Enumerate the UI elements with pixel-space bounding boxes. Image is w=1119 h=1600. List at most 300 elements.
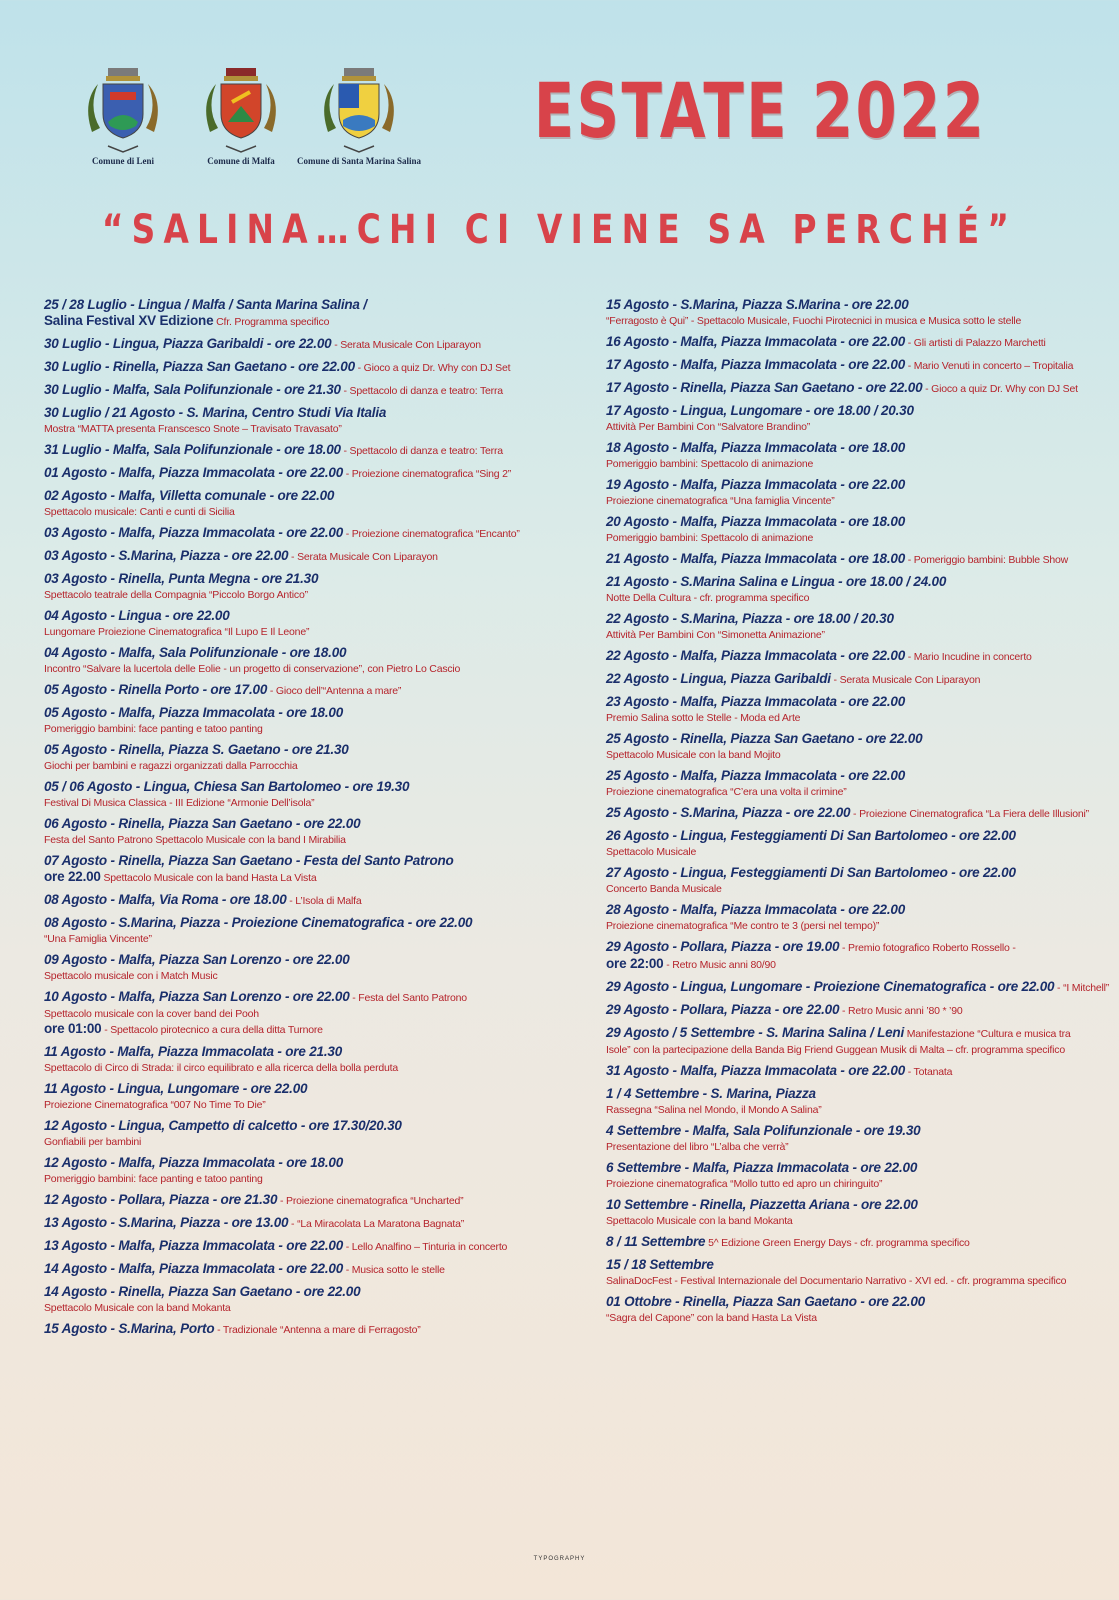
- event-line: [606, 881, 1119, 896]
- event-line: [44, 661, 569, 676]
- event-line: [44, 525, 569, 542]
- event-line: [606, 1102, 1119, 1117]
- event-detail: - Totanata: [905, 1066, 953, 1078]
- event-detail: Festa del Santo Patrono Spettacolo Musicale con la band I Mirabilia: [44, 834, 346, 846]
- event-item: [606, 979, 1119, 996]
- event-detail: - Proiezione cinematografica “Sing 2”: [343, 468, 512, 480]
- event-item: [606, 805, 1119, 822]
- event-detail: Spettacolo di Circo di Strada: il circo equilibrato e alla ricerca della bolla perduta: [44, 1062, 398, 1074]
- event-line: [606, 1310, 1119, 1325]
- event-item: [606, 574, 1119, 605]
- event-heading: 18 Agosto - Malfa, Piazza Immacolata - ore 18.00: [606, 440, 906, 455]
- event-heading: 13 Agosto - Malfa, Piazza Immacolata - ore 22.00: [44, 1238, 344, 1253]
- event-heading: 23 Agosto - Malfa, Piazza Immacolata - ore 22.00: [606, 694, 906, 709]
- event-line: [606, 357, 1119, 374]
- event-heading: 04 Agosto - Lingua - ore 22.00: [44, 608, 230, 623]
- event-item: [44, 548, 569, 565]
- event-line: [606, 1176, 1119, 1191]
- event-detail: - Proiezione cinematografica “Uncharted”: [277, 1195, 464, 1207]
- event-item: [606, 334, 1119, 351]
- event-detail: Spettacolo Musicale con la band Mojito: [606, 749, 781, 761]
- event-time: ore 22.00: [44, 869, 101, 884]
- event-line: [606, 1257, 1119, 1273]
- event-line: [606, 574, 1119, 590]
- event-line: [606, 1063, 1119, 1080]
- event-detail: “Una Famiglia Vincente”: [44, 933, 152, 945]
- event-heading: 05 Agosto - Rinella Porto - ore 17.00: [44, 682, 268, 697]
- event-line: [44, 1261, 569, 1278]
- event-line: [606, 313, 1119, 328]
- event-line: [44, 742, 569, 758]
- event-item: [606, 731, 1119, 762]
- event-heading: 06 Agosto - Rinella, Piazza San Gaetano - ore 22.00: [44, 816, 361, 831]
- event-detail: - Serata Musicale Con Liparayon: [288, 551, 438, 563]
- crest-label-leni: Comune di Leni: [91, 156, 154, 166]
- event-detail: - Spettacolo di danza e teatro: Terra: [340, 445, 503, 457]
- event-item: [44, 1238, 569, 1255]
- event-detail: Gonfiabili per bambini: [44, 1136, 142, 1148]
- event-detail: Spettacolo Musicale con la band Mokanta: [606, 1215, 793, 1227]
- event-detail: - Pomeriggio bambini: Bubble Show: [905, 554, 1069, 566]
- event-item: [606, 403, 1119, 434]
- event-heading: 12 Agosto - Pollara, Piazza - ore 21.30: [44, 1192, 278, 1207]
- event-detail: Spettacolo musicale con i Match Music: [44, 970, 218, 982]
- event-line: [606, 1139, 1119, 1154]
- event-item: [44, 915, 569, 946]
- event-detail: Proiezione cinematografica “C’era una volta il crimine”: [606, 786, 847, 798]
- event-heading: 25 Agosto - S.Marina, Piazza - ore 22.00: [606, 805, 851, 820]
- event-line: [606, 956, 1119, 973]
- event-heading: 05 Agosto - Malfa, Piazza Immacolata - ore 18.00: [44, 705, 344, 720]
- event-line: [44, 1284, 569, 1300]
- event-detail: - Gioco a quiz Dr. Why con DJ Set: [922, 383, 1078, 395]
- event-heading: 14 Agosto - Malfa, Piazza Immacolata - ore 22.00: [44, 1261, 344, 1276]
- event-heading: 21 Agosto - Malfa, Piazza Immacolata - ore 18.00: [606, 551, 906, 566]
- event-line: [606, 768, 1119, 784]
- event-detail: Proiezione Cinematografica “007 No Time To Die”: [44, 1099, 266, 1111]
- event-item: [606, 440, 1119, 471]
- event-item: [606, 1063, 1119, 1080]
- event-heading: 25 / 28 Luglio - Lingua / Malfa / Santa Marina Salina /: [44, 297, 367, 312]
- event-heading: 11 Agosto - Lingua, Lungomare - ore 22.00: [44, 1081, 308, 1096]
- event-detail: Giochi per bambini e ragazzi organizzati dalla Parrocchia: [44, 760, 298, 772]
- event-detail: “Ferragosto è Qui” - Spettacolo Musicale, Fuochi Pirotecnici in musica e Musica sotto le stelle: [606, 315, 1022, 327]
- event-heading: 08 Agosto - S.Marina, Piazza - Proiezione Cinematografica - ore 22.00: [44, 915, 473, 930]
- event-heading: 30 Luglio - Malfa, Sala Polifunzionale - ore 21.30: [44, 382, 341, 397]
- event-line: [606, 403, 1119, 419]
- event-detail: - Spettacolo di danza e teatro: Terra: [340, 385, 503, 397]
- event-line: [44, 892, 569, 909]
- event-item: [606, 768, 1119, 799]
- event-line: [606, 627, 1119, 642]
- event-item: [44, 1192, 569, 1209]
- event-line: [606, 1123, 1119, 1139]
- event-detail: - Festa del Santo Patrono: [349, 992, 467, 1004]
- event-line: [44, 587, 569, 602]
- event-detail: Cfr. Programma specifico: [213, 316, 330, 328]
- event-item: [44, 442, 569, 459]
- event-item: [44, 1261, 569, 1278]
- event-detail: Proiezione cinematografica “Mollo tutto ed apro un chiringuito”: [606, 1178, 883, 1190]
- event-item: [606, 514, 1119, 545]
- event-line: [606, 828, 1119, 844]
- event-line: [44, 968, 569, 983]
- event-heading: 10 Settembre - Rinella, Piazzetta Ariana - ore 22.00: [606, 1197, 918, 1212]
- event-line: [606, 671, 1119, 688]
- event-heading: 03 Agosto - Malfa, Piazza Immacolata - ore 22.00: [44, 525, 344, 540]
- event-line: [606, 710, 1119, 725]
- event-detail: - Premio fotografico Roberto Rossello -: [839, 942, 1016, 954]
- event-heading: 22 Agosto - S.Marina, Piazza - ore 18.00 / 20.30: [606, 611, 894, 626]
- event-detail: Spettacolo Musicale con la band Hasta La Vista: [100, 872, 317, 884]
- event-heading: 04 Agosto - Malfa, Sala Polifunzionale - ore 18.00: [44, 645, 347, 660]
- event-heading: 15 Agosto - S.Marina, Porto: [44, 1321, 215, 1336]
- event-line: [44, 624, 569, 639]
- event-detail: Proiezione cinematografica “Una famiglia Vincente”: [606, 495, 835, 507]
- event-detail: - Gli artisti di Palazzo Marchetti: [905, 337, 1046, 349]
- event-line: [44, 779, 569, 795]
- event-heading: 08 Agosto - Malfa, Via Roma - ore 18.00: [44, 892, 287, 907]
- event-heading: 05 / 06 Agosto - Lingua, Chiesa San Bartolomeo - ore 19.30: [44, 779, 410, 794]
- event-heading: 28 Agosto - Malfa, Piazza Immacolata - ore 22.00: [606, 902, 906, 917]
- event-line: [606, 1273, 1119, 1288]
- event-line: [606, 1234, 1119, 1251]
- event-line: [606, 1294, 1119, 1310]
- event-detail: - Gioco a quiz Dr. Why con DJ Set: [354, 362, 511, 374]
- event-item: [44, 571, 569, 602]
- leni-coat-of-arms-icon: [78, 62, 168, 154]
- event-item: [44, 1321, 569, 1338]
- event-line: [44, 645, 569, 661]
- event-item: [606, 648, 1119, 665]
- event-detail: Concerto Banda Musicale: [606, 883, 722, 895]
- event-line: [44, 504, 569, 519]
- crest-label-santa-marina: Comune di Santa Marina Salina: [296, 156, 422, 166]
- event-heading: 03 Agosto - S.Marina, Piazza - ore 22.00: [44, 548, 289, 563]
- event-item: [44, 297, 569, 330]
- event-line: [606, 1086, 1119, 1102]
- event-detail: - Retro Music anni 80/90: [663, 959, 776, 971]
- event-heading: 17 Agosto - Rinella, Piazza San Gaetano - ore 22.00: [606, 380, 923, 395]
- event-line: [44, 721, 569, 736]
- event-line: [44, 1060, 569, 1075]
- event-line: [606, 297, 1119, 313]
- event-line: [44, 465, 569, 482]
- event-item: [44, 1284, 569, 1315]
- event-line: [44, 548, 569, 565]
- event-detail: - Proiezione Cinematografica “La Fiera delle Illusioni”: [850, 808, 1089, 820]
- event-line: [44, 1021, 569, 1038]
- event-line: [606, 648, 1119, 665]
- event-detail: SalinaDocFest - Festival Internazionale del Documentario Narrativo - XVI ed. - cfr. programma specifico: [606, 1275, 1067, 1287]
- event-line: [44, 1081, 569, 1097]
- event-line: [44, 359, 569, 376]
- event-heading: 14 Agosto - Rinella, Piazza San Gaetano - ore 22.00: [44, 1284, 361, 1299]
- event-item: [44, 1118, 569, 1149]
- event-item: [606, 1025, 1119, 1057]
- event-detail: “Sagra del Capone” con la band Hasta La Vista: [606, 1312, 817, 1324]
- event-item: [44, 816, 569, 847]
- event-heading: 17 Agosto - Malfa, Piazza Immacolata - ore 22.00: [606, 357, 906, 372]
- event-line: [44, 382, 569, 399]
- event-detail: Isole” con la partecipazione della Banda Big Friend Guggean Musik di Malta – cfr. programma specifico: [606, 1044, 1065, 1056]
- page-title: ESTATE 2022: [533, 66, 987, 155]
- event-heading: 01 Agosto - Malfa, Piazza Immacolata - ore 22.00: [44, 465, 344, 480]
- event-line: [44, 915, 569, 931]
- event-detail: Incontro “Salvare la lucertola delle Eolie - un progetto di conservazione”, con Pietro Lo Cascio: [44, 663, 461, 675]
- event-heading: 29 Agosto - Lingua, Lungomare - Proiezione Cinematografica - ore 22.00: [606, 979, 1055, 994]
- municipality-logos: [58, 62, 428, 182]
- event-detail: Festival Di Musica Classica - III Edizione “Armonie Dell’isola”: [44, 797, 315, 809]
- event-heading: 30 Luglio - Lingua, Piazza Garibaldi - ore 22.00: [44, 336, 332, 351]
- event-detail: Pomeriggio bambini: face panting e tatoo panting: [44, 723, 263, 735]
- event-detail: Pomeriggio bambini: Spettacolo di animazione: [606, 532, 814, 544]
- event-heading: 22 Agosto - Lingua, Piazza Garibaldi: [606, 671, 831, 686]
- event-item: [44, 682, 569, 699]
- event-line: [44, 488, 569, 504]
- event-line: [44, 1192, 569, 1209]
- event-item: [606, 477, 1119, 508]
- event-heading: 8 / 11 Settembre: [606, 1234, 706, 1249]
- event-heading: 26 Agosto - Lingua, Festeggiamenti Di San Bartolomeo - ore 22.00: [606, 828, 1016, 843]
- event-item: [606, 611, 1119, 642]
- event-item: [44, 336, 569, 353]
- event-heading: 02 Agosto - Malfa, Villetta comunale - ore 22.00: [44, 488, 335, 503]
- event-detail: Spettacolo musicale: Canti e cunti di Sicilia: [44, 506, 235, 518]
- event-item: [44, 779, 569, 810]
- event-item: [606, 1257, 1119, 1288]
- event-line: [606, 611, 1119, 627]
- event-detail: - Proiezione cinematografica “Encanto”: [343, 528, 520, 540]
- event-heading: 13 Agosto - S.Marina, Piazza - ore 13.00: [44, 1215, 289, 1230]
- event-line: [606, 939, 1119, 956]
- event-heading: 11 Agosto - Malfa, Piazza Immacolata - ore 21.30: [44, 1044, 343, 1059]
- event-detail: - Retro Music anni ’80 * ’90: [839, 1005, 963, 1017]
- event-heading: 29 Agosto / 5 Settembre - S. Marina Salina / Leni: [606, 1025, 905, 1040]
- event-line: [606, 844, 1119, 859]
- event-heading: 27 Agosto - Lingua, Festeggiamenti Di San Bartolomeo - ore 22.00: [606, 865, 1016, 880]
- event-detail: - Mario Incudine in concerto: [905, 651, 1032, 663]
- event-line: [606, 731, 1119, 747]
- event-line: [606, 380, 1119, 397]
- event-heading: 30 Luglio - Rinella, Piazza San Gaetano - ore 22.00: [44, 359, 355, 374]
- event-detail: - Gioco dell’“Antenna a mare”: [267, 685, 402, 697]
- event-line: [606, 419, 1119, 434]
- event-item: [606, 357, 1119, 374]
- event-heading: 15 Agosto - S.Marina, Piazza S.Marina - ore 22.00: [606, 297, 909, 312]
- event-line: [606, 979, 1119, 996]
- event-heading: 16 Agosto - Malfa, Piazza Immacolata - ore 22.00: [606, 334, 906, 349]
- event-line: [606, 514, 1119, 530]
- event-detail: Pomeriggio bambini: face panting e tatoo panting: [44, 1173, 263, 1185]
- events-column-left: [44, 297, 569, 1344]
- event-line: [606, 784, 1119, 799]
- event-line: [44, 1006, 569, 1021]
- event-line: [44, 571, 569, 587]
- event-detail: Rassegna “Salina nel Mondo, il Mondo A Salina”: [606, 1104, 822, 1116]
- event-line: [606, 1025, 1119, 1042]
- event-detail: Proiezione cinematografica “Me contro te 3 (persi nel tempo)”: [606, 920, 880, 932]
- event-line: [44, 608, 569, 624]
- event-item: [44, 1215, 569, 1232]
- event-line: [44, 705, 569, 721]
- event-detail: - “La Miracolata La Maratona Bagnata”: [288, 1218, 465, 1230]
- event-detail: Spettacolo teatrale della Compagnia “Piccolo Borgo Antico”: [44, 589, 308, 601]
- event-item: [44, 853, 569, 886]
- event-item: [44, 465, 569, 482]
- event-line: [606, 440, 1119, 456]
- event-heading: 15 / 18 Settembre: [606, 1257, 714, 1272]
- event-line: [606, 1197, 1119, 1213]
- event-line: [44, 405, 569, 421]
- crest-malfa: [176, 62, 306, 166]
- event-line: [44, 1097, 569, 1112]
- event-line: [44, 989, 569, 1006]
- event-heading: 09 Agosto - Malfa, Piazza San Lorenzo - ore 22.00: [44, 952, 350, 967]
- event-line: [44, 853, 569, 869]
- event-heading: 1 / 4 Settembre - S. Marina, Piazza: [606, 1086, 816, 1101]
- event-item: [44, 989, 569, 1038]
- event-detail: - Serata Musicale Con Liparayon: [331, 339, 481, 351]
- event-line: [606, 918, 1119, 933]
- event-line: [606, 902, 1119, 918]
- event-line: [44, 869, 569, 886]
- event-item: [44, 1155, 569, 1186]
- event-item: [44, 608, 569, 639]
- event-heading: 31 Agosto - Malfa, Piazza Immacolata - ore 22.00: [606, 1063, 906, 1078]
- malfa-coat-of-arms-icon: [196, 62, 286, 154]
- event-line: [606, 530, 1119, 545]
- event-item: [44, 742, 569, 773]
- event-item: [44, 488, 569, 519]
- event-line: [44, 1155, 569, 1171]
- event-detail: - Lello Analfino – Tinturia in concerto: [343, 1241, 508, 1253]
- event-item: [606, 1234, 1119, 1251]
- event-heading: 12 Agosto - Malfa, Piazza Immacolata - ore 18.00: [44, 1155, 344, 1170]
- event-heading: 4 Settembre - Malfa, Sala Polifunzionale - ore 19.30: [606, 1123, 921, 1138]
- event-line: [606, 1213, 1119, 1228]
- event-item: [606, 1086, 1119, 1117]
- event-line: [606, 694, 1119, 710]
- event-item: [606, 380, 1119, 397]
- event-heading: 21 Agosto - S.Marina Salina e Lingua - ore 18.00 / 24.00: [606, 574, 947, 589]
- event-item: [606, 1123, 1119, 1154]
- crest-santa-marina: [294, 62, 424, 166]
- event-heading: 6 Settembre - Malfa, Piazza Immacolata - ore 22.00: [606, 1160, 918, 1175]
- event-line: [606, 493, 1119, 508]
- event-detail: - Mario Venuti in concerto – Tropitalia: [905, 360, 1074, 372]
- event-heading: 25 Agosto - Rinella, Piazza San Gaetano - ore 22.00: [606, 731, 923, 746]
- event-detail: Mostra “MATTA presenta Franscesco Snote – Travisato Travasato”: [44, 423, 342, 435]
- event-heading: 29 Agosto - Pollara, Piazza - ore 19.00: [606, 939, 840, 954]
- event-line: [606, 747, 1119, 762]
- santa-marina-coat-of-arms-icon: [314, 62, 404, 154]
- event-heading: 03 Agosto - Rinella, Punta Megna - ore 21.30: [44, 571, 319, 586]
- event-item: [44, 525, 569, 542]
- event-line: [606, 551, 1119, 568]
- event-heading: 07 Agosto - Rinella, Piazza San Gaetano - Festa del Santo Patrono: [44, 853, 454, 868]
- event-detail: - Tradizionale “Antenna a mare di Ferragosto”: [214, 1324, 421, 1336]
- event-item: [44, 1044, 569, 1075]
- event-line: [44, 682, 569, 699]
- event-item: [44, 382, 569, 399]
- crest-leni: [58, 62, 188, 166]
- event-item: [44, 645, 569, 676]
- event-heading: 30 Luglio / 21 Agosto - S. Marina, Centro Studi Via Italia: [44, 405, 387, 420]
- event-heading: 12 Agosto - Lingua, Campetto di calcetto - ore 17.30/20.30: [44, 1118, 402, 1133]
- event-detail: Notte Della Cultura - cfr. programma specifico: [606, 592, 810, 604]
- event-item: [606, 551, 1119, 568]
- event-heading: 25 Agosto - Malfa, Piazza Immacolata - ore 22.00: [606, 768, 906, 783]
- event-line: [606, 334, 1119, 351]
- event-item: [44, 892, 569, 909]
- event-heading: 20 Agosto - Malfa, Piazza Immacolata - ore 18.00: [606, 514, 906, 529]
- event-line: [44, 1118, 569, 1134]
- event-detail: - Serata Musicale Con Liparayon: [830, 674, 981, 686]
- event-line: [606, 1002, 1119, 1019]
- event-item: [44, 359, 569, 376]
- event-item: [606, 828, 1119, 859]
- event-line: [44, 1215, 569, 1232]
- event-heading: 31 Luglio - Malfa, Sala Polifunzionale - ore 18.00: [44, 442, 341, 457]
- event-line: [44, 1238, 569, 1255]
- event-item: [606, 1294, 1119, 1325]
- event-item: [606, 694, 1119, 725]
- event-item: [44, 1081, 569, 1112]
- event-item: [606, 1160, 1119, 1191]
- event-line: [44, 1171, 569, 1186]
- event-detail: - Spettacolo pirotecnico a cura della ditta Turnore: [101, 1024, 323, 1036]
- event-detail: - Musica sotto le stelle: [343, 1264, 445, 1276]
- event-detail: Spettacolo Musicale con la band Mokanta: [44, 1302, 231, 1314]
- crest-label-malfa: Comune di Malfa: [207, 156, 275, 166]
- event-detail: Manifestazione “Cultura e musica tra: [904, 1028, 1071, 1040]
- event-detail: Attività Per Bambini Con “Simonetta Animazione”: [606, 629, 825, 641]
- event-line: [44, 421, 569, 436]
- event-item: [44, 405, 569, 436]
- event-line: [44, 758, 569, 773]
- event-line: [44, 297, 569, 313]
- event-detail: Pomeriggio bambini: Spettacolo di animazione: [606, 458, 814, 470]
- event-time: ore 22:00: [606, 956, 664, 971]
- event-item: [606, 671, 1119, 688]
- event-heading: 17 Agosto - Lingua, Lungomare - ore 18.00 / 20.30: [606, 403, 914, 418]
- event-heading: 19 Agosto - Malfa, Piazza Immacolata - ore 22.00: [606, 477, 906, 492]
- event-line: [606, 805, 1119, 822]
- event-heading: 22 Agosto - Malfa, Piazza Immacolata - ore 22.00: [606, 648, 906, 663]
- event-item: [606, 939, 1119, 973]
- event-line: [44, 1321, 569, 1338]
- event-line: [606, 590, 1119, 605]
- event-line: [606, 1160, 1119, 1176]
- event-item: [44, 952, 569, 983]
- event-detail: Spettacolo Musicale: [606, 846, 697, 858]
- event-detail: - L’Isola di Malfa: [286, 895, 362, 907]
- slogan: “SALINA…CHI CI VIENE SA PERCHÉ”: [101, 207, 1018, 253]
- event-line: [606, 1042, 1119, 1057]
- event-line: [606, 865, 1119, 881]
- event-heading: 29 Agosto - Pollara, Piazza - ore 22.00: [606, 1002, 840, 1017]
- event-time: ore 01:00: [44, 1021, 102, 1036]
- event-heading: 10 Agosto - Malfa, Piazza San Lorenzo - ore 22.00: [44, 989, 350, 1004]
- event-detail: Premio Salina sotto le Stelle - Moda ed Arte: [606, 712, 801, 724]
- event-detail: - “I Mitchell”: [1054, 982, 1110, 994]
- event-line: [44, 816, 569, 832]
- event-detail: Lungomare Proiezione Cinematografica “Il Lupo E Il Leone”: [44, 626, 310, 638]
- event-item: [606, 1002, 1119, 1019]
- event-line: [44, 442, 569, 459]
- event-item: [606, 1197, 1119, 1228]
